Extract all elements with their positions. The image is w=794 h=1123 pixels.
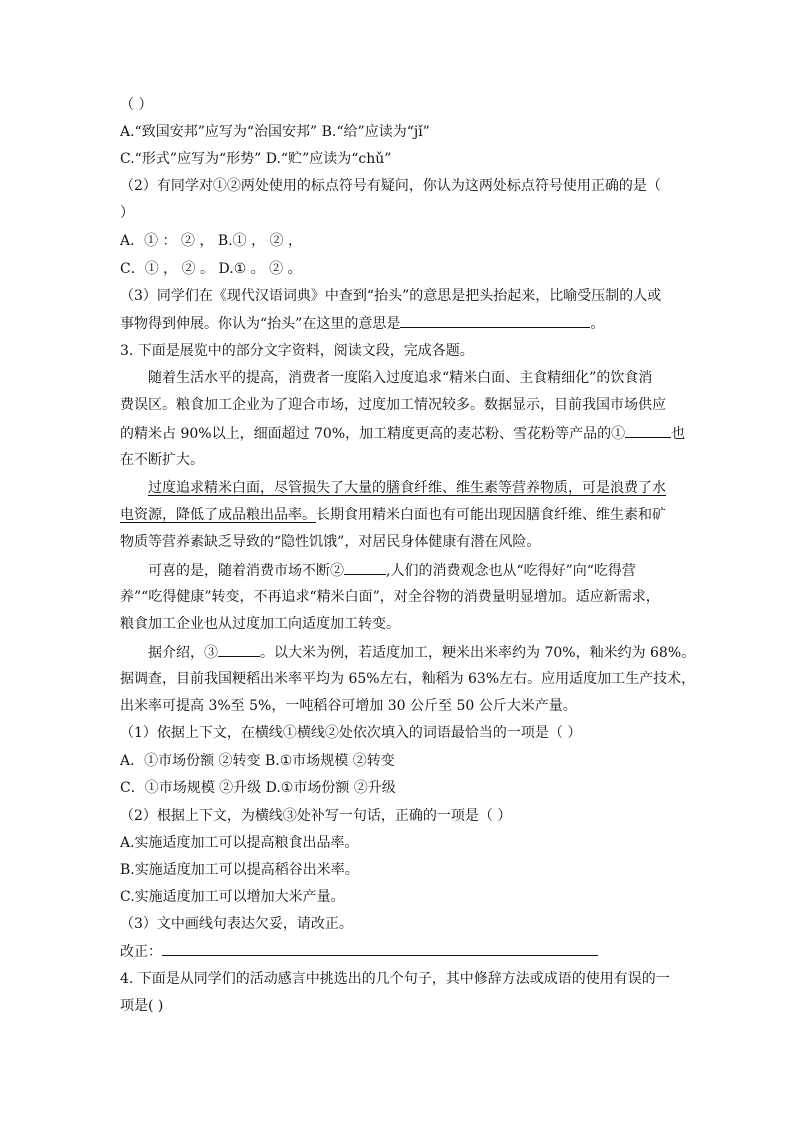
q3-p2-line3: 物质等营养素缺乏导致的“隐性饥饿”，对居民身体健康有潜在风险。 <box>120 534 541 550</box>
blank-3[interactable] <box>218 642 260 657</box>
q3-s2-option-b: B.实施适度加工可以提高稻谷出米率。 <box>120 862 359 878</box>
q3-title: 3. 下面是展览中的部分文字资料，阅读文段，完成各题。 <box>120 343 474 359</box>
q3-p3-line1-end: ,人们的消费观念也从“吃得好”向“吃得营 <box>386 563 636 579</box>
q2-sub3-period: 。 <box>590 316 605 332</box>
q3-s3-question: （3）文中画线句表达欠妥，请改正。 <box>120 916 353 932</box>
q3-p3-line2: 养”“吃得健康”转变，不再追求“精米白面”，对全谷物的消费量明显增加。适应新需求， <box>120 589 660 605</box>
blank-2[interactable] <box>344 560 386 575</box>
q3-p3-line1 <box>148 560 636 581</box>
q3-p2-line2-rest: 长期食用精米白面也有可能出现因膳食纤维、维生素和矿 <box>316 507 666 523</box>
q3-p3-line3: 粮食加工企业也从过度加工向适度加工转变。 <box>120 616 400 632</box>
q3-p2-underlined-line1: 过度追求精米白面，尽管损失了大量的膳食纤维、维生素等营养物质，可是浪费了水 <box>148 480 666 496</box>
q3-p3-line1-text: 可喜的是，随着消费市场不断② <box>148 563 344 579</box>
blank-1[interactable] <box>625 423 671 438</box>
q4-question-cont: 项是( ) <box>120 998 164 1014</box>
q3-p1-line3-text: 的精米占 90%以上，细面超过 70%，加工精度更高的麦芯粉、雪花粉等产品的① <box>120 426 626 442</box>
q2-options-ab: A.“致国安邦”应写为“治国安邦” B.“给”应读为“jǐ” <box>120 124 430 140</box>
q3-s1-options-cd: C．①市场规模 ②升级 D.①市场份额 ②升级 <box>120 780 396 796</box>
q3-p4-line3: 出米率可提高 3%至 5%，一吨稻谷可增加 30 公斤至 50 公斤大米产量。 <box>120 698 577 714</box>
q3-p2-underlined-line2: 电资源，降低了成品粮出品率。 <box>120 507 316 523</box>
q4-question: 4. 下面是从同学们的活动感言中挑选出的几个句子，其中修辞方法或成语的使用有误的一 <box>120 971 670 987</box>
q2-sub2-options-cd: C．① ， ② 。 D.① 。 ② 。 <box>120 261 302 277</box>
q3-p4-line1 <box>148 642 695 663</box>
q2-sub2-question: （2）有同学对①②两处使用的标点符号有疑问，你认为这两处标点符号使用正确的是（ <box>120 178 661 194</box>
q2-sub2-options-ab: A．① ： ② ， B.① ， ② ， <box>120 233 302 249</box>
q2-sub3-text: 事物得到伸展。你认为“抬头”在这里的意思是 <box>120 316 401 332</box>
q3-p2-line2 <box>120 505 666 525</box>
q3-p1-line3 <box>120 423 685 444</box>
q3-s1-options-ab: A．①市场份额 ②转变 B.①市场规模 ②转变 <box>120 753 395 769</box>
q3-s3-label: 改正： <box>120 944 162 960</box>
q2-sub3-question: （3）同学们在《现代汉语词典》中查到“抬头”的意思是把头抬起来，比喻受压制的人或 <box>120 288 662 304</box>
q3-p4-line1-text: 据介绍，③ <box>148 645 218 661</box>
q3-s2-question: （2）根据上下文，为横线③处补写一句话，正确的一项是（ ） <box>120 808 512 824</box>
answer-blank-correction[interactable] <box>162 941 598 956</box>
q3-p4-line1-end: 。以大米为例，若适度加工，粳米出米率约为 70%，籼米约为 68%。 <box>260 645 696 661</box>
answer-blank[interactable] <box>400 313 590 328</box>
q2-sub2-question-end: ） <box>120 205 134 221</box>
q3-p1-line2: 费误区。粮食加工企业为了迎合市场，过度加工情况较多。数据显示，目前我国市场供应 <box>120 397 666 413</box>
q3-p1-line1: 随着生活水平的提高，消费者一度陷入过度追求“精米白面、主食精细化”的饮食消 <box>148 370 653 386</box>
q3-s2-option-c: C.实施适度加工可以增加大米产量。 <box>120 889 345 905</box>
q3-s1-question: （1）依据上下文，在横线①横线②处依次填入的词语最恰当的一项是（ ） <box>120 725 582 741</box>
q2-sub3-question-cont <box>120 313 604 334</box>
q2-options-cd: C.“形式”应写为“形势” D.“贮”应读为“chǔ” <box>120 151 392 167</box>
q3-p1-line3-end: 也 <box>671 426 686 442</box>
q3-s3-answer-line <box>120 941 598 962</box>
q3-s2-option-a: A.实施适度加工可以提高粮食出品率。 <box>120 835 359 851</box>
q2-paren: （ ） <box>120 97 153 113</box>
q3-p4-line2: 据调查，目前我国粳稻出米率平均为 65%左右，籼稻为 63%左右。应用适度加工生产技术， <box>120 671 696 687</box>
q3-p1-line4: 在不断扩大。 <box>120 452 204 468</box>
